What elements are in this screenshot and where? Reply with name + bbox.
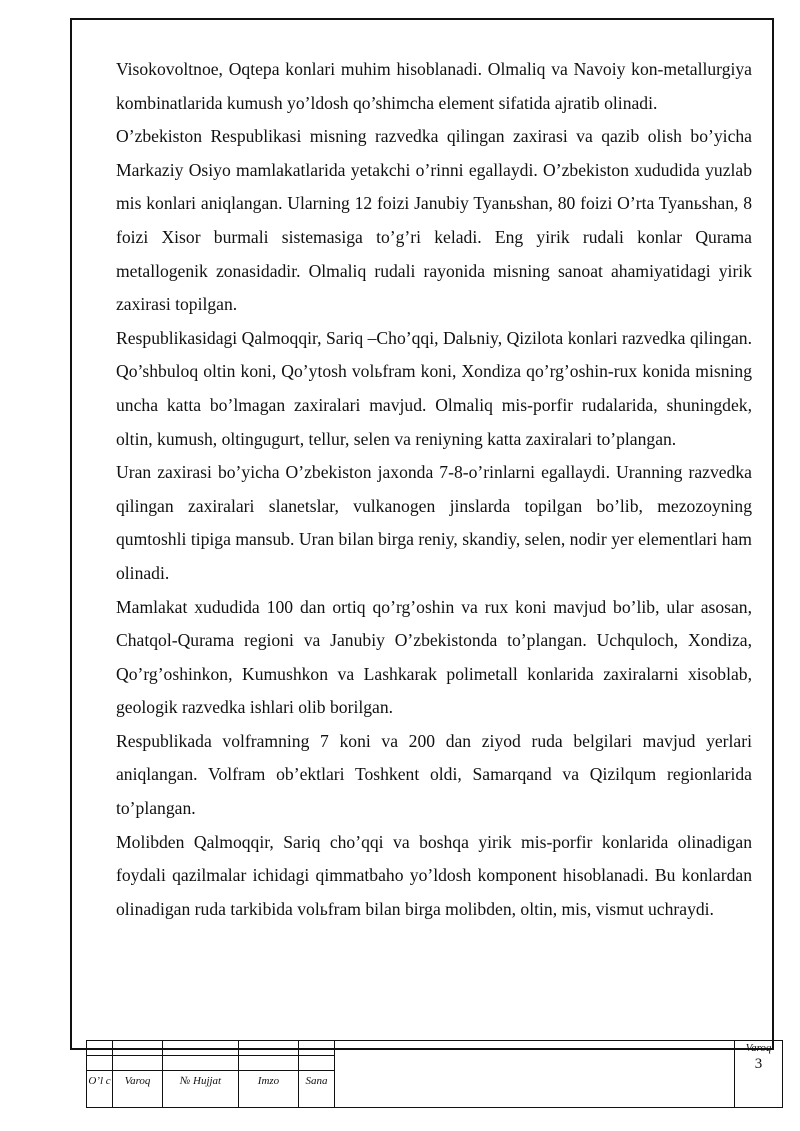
paragraph-7: Molibden Qalmoqqir, Sariq cho’qqi va boshqa yirik mis-porfir konlarida olinadigan foydali qazilmalar ichidagi qimmatbaho yo’ldosh komponent hisoblanadi. Bu konlardan olinadigan ruda tarkibida volьfram bilan birga molibden, oltin, mis, vismut uchraydi. <box>116 831 752 919</box>
paragraph-1: Visokovoltnoe, Oqtepa konlari muhim hisoblanadi. Olmaliq va Navoiy kon-metallurgiya kombinatlarida kumush yo’ldosh qo’shimcha element sifatida ajratib olinadi. <box>116 59 752 113</box>
stamp-cell <box>87 1041 113 1056</box>
col-olc-label: O’l c <box>87 1071 113 1108</box>
sheet-cell <box>735 1041 783 1108</box>
stamp-cell <box>239 1041 299 1056</box>
col-hujjat-label: № Hujjat <box>163 1071 239 1108</box>
stamp-cell <box>113 1041 163 1056</box>
paragraph-2: O’zbekiston Respublikasi misning razvedka qilingan zaxirasi va qazib olish bo’yicha Markaziy Osiyo mamlakatlarida yetakchi o’rinni egallaydi. O’zbekiston xududida yuzlab mis konlari aniqlangan. Ularning 12 foizi Janubiy Tyanьshan, 80 foizi O’rta Tyanьshan, 8 foizi Xisor burmali sistemasiga to’g’ri keladi. Eng yirik rudali konlar Qurama metallogenik zonasidadir. Olmaliq rudali rayonida misning sanoat ahamiyatidagi yirik zaxirasi topilgan. <box>116 126 752 315</box>
col-varoq-label: Varoq <box>113 1071 163 1108</box>
sheet-label: Varoq <box>745 1042 772 1054</box>
stamp-cell <box>163 1056 239 1071</box>
stamp-main-cell <box>335 1041 735 1108</box>
stamp-cell <box>239 1056 299 1071</box>
paragraph-4: Uran zaxirasi bo’yicha O’zbekiston jaxonda 7-8-o’rinlarni egallaydi. Uranning razvedka qilingan zaxiralari slanetslar, vulkanogen jinslarda topilgan bo’lib, mezozoyning qumtoshli tipiga mansub. Uran bilan birga reniy, skandiy, selen, nodir yer elementlari ham olinadi. <box>116 462 752 583</box>
stamp-cell <box>87 1056 113 1071</box>
document-body <box>116 53 752 926</box>
col-imzo-label: Imzo <box>239 1071 299 1108</box>
stamp-cell <box>113 1056 163 1071</box>
title-block <box>86 1040 782 1108</box>
paragraph-6: Respublikada volframning 7 koni va 200 dan ziyod ruda belgilari mavjud yerlari aniqlangan. Volfram ob’ektlari Toshkent oldi, Samarqand va Qizilqum regionlarida to’plangan. <box>116 730 752 819</box>
sheet-number: 3 <box>754 1056 763 1072</box>
paragraph-5: Mamlakat xududida 100 dan ortiq qo’rg’oshin va rux koni mavjud bo’lib, ular asosan, Chatqol-Qurama regioni va Janubiy O’zbekistonda to’plangan. Uchquloch, Xondiza, Qo’rg’oshinkon, Kumushkon va Lashkarak polimetall konlarida zaxiralarni xisoblab, geologik razvedka ishlari olib borilgan. <box>116 596 752 718</box>
stamp-cell <box>299 1041 335 1056</box>
col-sana-label: Sana <box>299 1071 335 1108</box>
paragraph-3: Respublikasidagi Qalmoqqir, Sariq –Cho’qqi, Dalьniy, Qizilota konlari razvedka qilingan. Qo’shbuloq oltin koni, Qo’ytosh volьfram koni, Xondiza qo’rg’oshin-rux konida misning uncha katta bo’lmagan zaxiralari mavjud. Olmaliq mis-porfir rudalarida, shuningdek, oltin, kumush, oltingugurt, tellur, selen va reniyning katta zaxiralari to’plangan. <box>116 327 752 449</box>
stamp-cell <box>163 1041 239 1056</box>
stamp-cell <box>299 1056 335 1071</box>
